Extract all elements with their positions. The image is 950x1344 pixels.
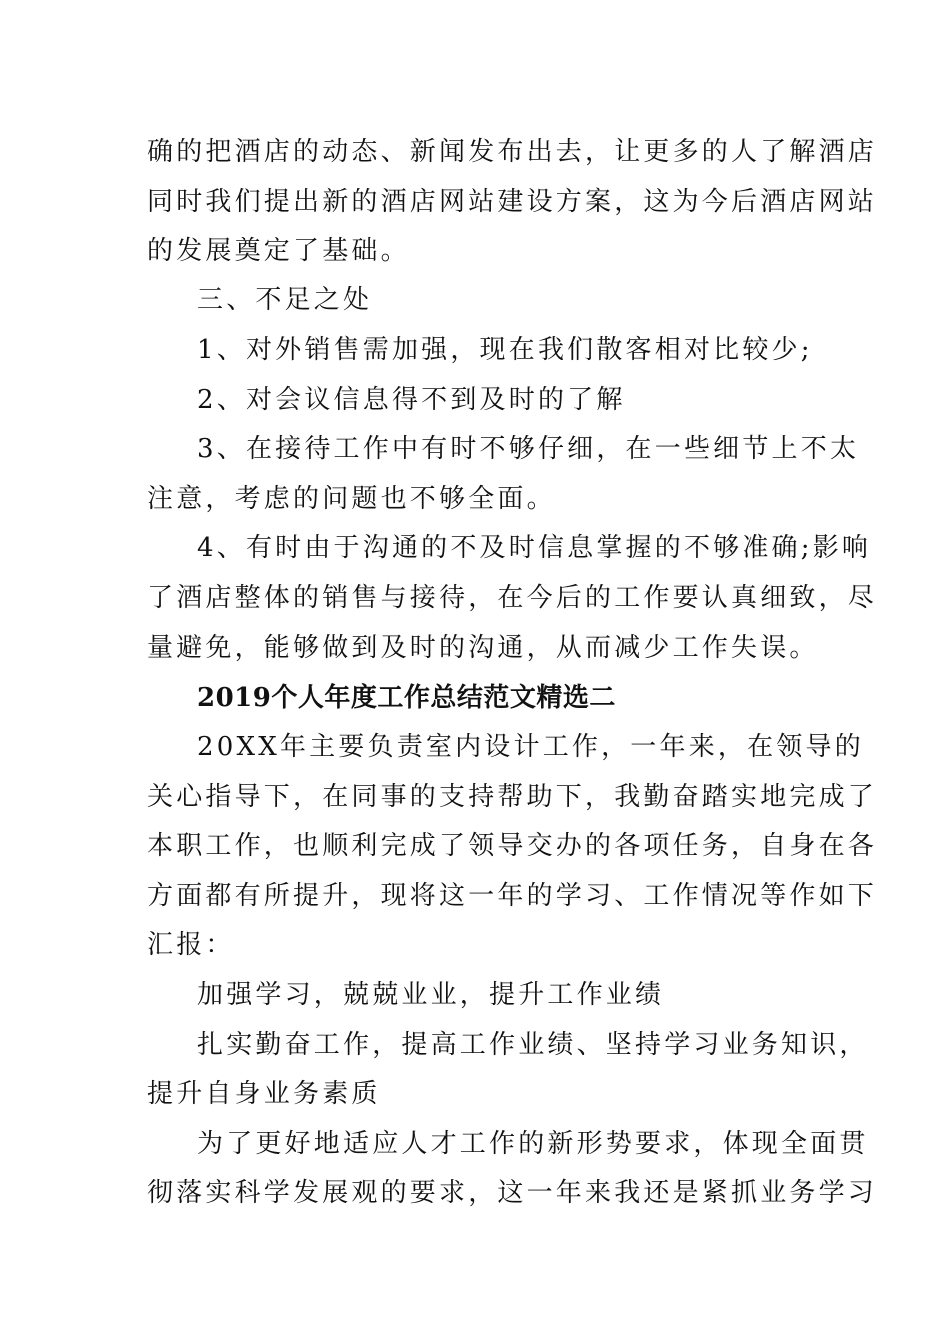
list-item: 3、在接待工作中有时不够仔细，在一些细节上不太 (197, 434, 860, 464)
subheading: 加强学习，兢兢业业，提升工作业绩 (197, 980, 665, 1010)
paragraph-line: 量避免，能够做到及时的沟通，从而减少工作失误。 (147, 633, 819, 663)
paragraph-line: 提升自身业务素质 (147, 1079, 381, 1109)
paragraph-line: 确的把酒店的动态、新闻发布出去，让更多的人了解酒店 (147, 137, 878, 167)
section-heading: 三、不足之处 (197, 285, 373, 315)
paragraph-line: 汇报： (147, 930, 235, 960)
paragraph-line: 扎实勤奋工作，提高工作业绩、坚持学习业务知识， (197, 1030, 869, 1060)
paragraph-line: 的发展奠定了基础。 (147, 236, 410, 266)
list-item: 4、有时由于沟通的不及时信息掌握的不够准确;影响 (197, 533, 872, 563)
paragraph-line: 了酒店整体的销售与接待，在今后的工作要认真细致，尽 (147, 583, 878, 613)
article-title: 2019个人年度工作总结范文精选二 (197, 683, 616, 713)
paragraph-line: 关心指导下，在同事的支持帮助下，我勤奋踏实地完成了 (147, 782, 878, 812)
paragraph-line: 为了更好地适应人才工作的新形势要求，体现全面贯 (197, 1129, 869, 1159)
list-item: 2、对会议信息得不到及时的了解 (197, 385, 626, 415)
paragraph-line: 彻落实科学发展观的要求，这一年来我还是紧抓业务学习 (147, 1178, 878, 1208)
paragraph-line: 本职工作，也顺利完成了领导交办的各项任务，自身在各 (147, 831, 878, 861)
paragraph-line: 注意，考虑的问题也不够全面。 (147, 484, 556, 514)
paragraph-line: 方面都有所提升，现将这一年的学习、工作情况等作如下 (147, 881, 878, 911)
paragraph-line: 20XX年主要负责室内设计工作，一年来，在领导的 (197, 732, 864, 762)
paragraph-line: 同时我们提出新的酒店网站建设方案，这为今后酒店网站 (147, 187, 878, 217)
list-item: 1、对外销售需加强，现在我们散客相对比较少; (197, 335, 813, 365)
